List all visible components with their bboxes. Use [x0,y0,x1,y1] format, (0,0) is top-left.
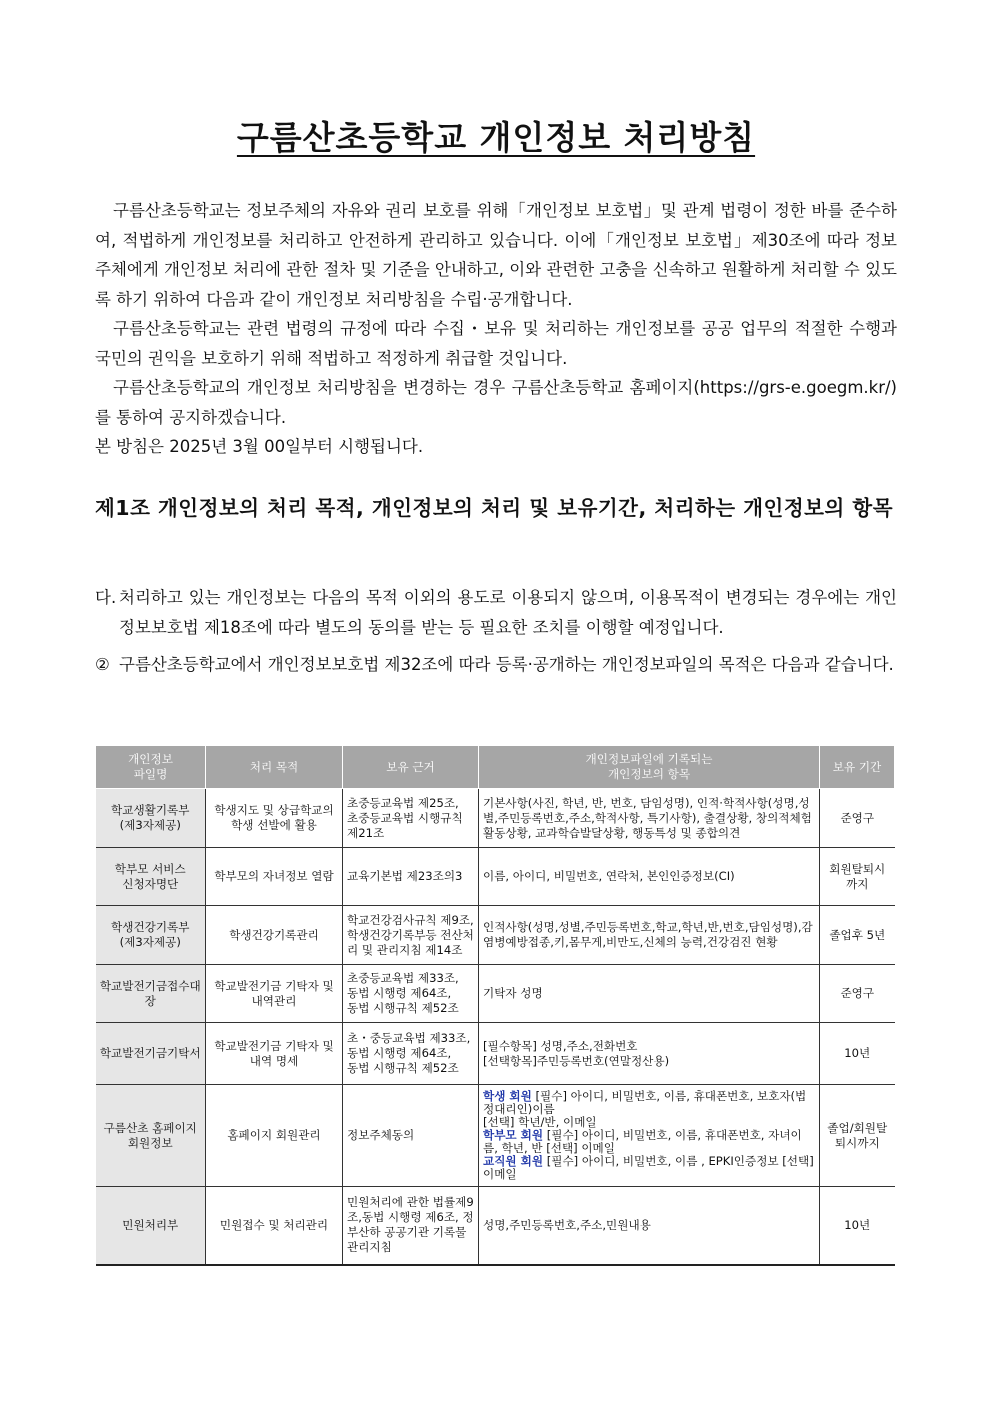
cell-text: 학생건강기록부등 전산처 [347,927,474,942]
cell-period: 준영구 [820,965,895,1023]
table-row [96,789,895,848]
cell-file-name: 민원처리부 [96,1187,206,1265]
cell-items [479,1085,820,1187]
header-items-line2: 개인정보의 항목 [607,767,691,781]
cell-text: 동법 시행령 제64조, [347,986,452,1000]
cell-text: 학교생활기록부 [111,803,190,817]
table-row [96,906,895,965]
cell-text: 내역 명세 [249,1053,299,1068]
cell-items: 성명,주민등록번호,주소,민원내용 [479,1187,820,1265]
cell-purpose [206,789,343,848]
cell-text: 회원탈퇴시 [829,861,886,876]
table-row [96,1023,895,1085]
staff-member-label: 교직원 회원 [483,1154,544,1168]
cell-purpose: 홈페이지 회원관리 [206,1085,343,1187]
cell-basis [343,1023,479,1085]
cell-text: (제3자제공) [119,935,181,949]
parent-member-text: [필수] 아이디, 비밀번호, 이름, 휴대폰번호, 자녀이름, 학년, 반 [선택] 이메일 [483,1128,802,1155]
table-row [96,1085,895,1187]
cell-purpose: 민원접수 및 처리관리 [206,1187,343,1265]
document-title: 구름산초등학교 개인정보 처리방침 [236,118,756,157]
cell-purpose: 학생건강기록관리 [206,906,343,965]
cell-file-name [96,848,206,906]
cell-text: 퇴시까지 [834,1135,880,1150]
header-file-name-line2: 파일명 [133,767,168,781]
cell-text: 초중등교육법 제33조, [347,971,459,985]
intro-paragraph-3: 구름산초등학교의 개인정보 처리방침을 변경하는 경우 구름산초등학교 홈페이지(https://grs-e.goegm.kr/)를 통하여 공지하겠습니다. [95,378,897,427]
header-period: 보유 기간 [820,746,895,789]
cell-purpose [206,965,343,1023]
cell-text: 제21조 [347,825,385,840]
cell-text: 학교발전기금 기탁자 및 [214,1038,334,1053]
header-file-name [96,746,206,789]
cell-basis [343,965,479,1023]
cell-file-name: 학교발전기금기탁서 [96,1023,206,1085]
cell-period [820,848,895,906]
cell-text: 리 및 관리지침 제14조 [347,942,463,957]
cell-text: 구름산초 홈페이지 [103,1120,197,1135]
table-row [96,848,895,906]
header-file-name-line1: 개인정보 [128,752,173,766]
personal-info-file-table [95,745,895,1266]
list-item-text: 처리하고 있는 개인정보는 다음의 목적 이외의 용도로 이용되지 않으며, 이용목적이 변경되는 경우에는 개인정보보호법 제18조에 따라 별도의 동의를 받는 등 필요한 조치를 이행할 예정입니다. [119,588,897,637]
cell-text: 동법 시행령 제64조, [347,1046,452,1060]
cell-period: 준영구 [820,789,895,848]
table-row [96,1187,895,1265]
cell-text: 학교발전기금 기탁자 및 [214,978,334,993]
staff-member-text: [필수] 아이디, 비밀번호, 이름 , EPKI인증정보 [선택] 이메일 [483,1154,814,1181]
cell-period: 10년 [820,1187,895,1265]
cell-items: 인적사항(성명,성별,주민등록번호,학교,학년,반,번호,담임성명),감염병예방접종,키,몸무게,비만도,신체의 능력,건강검진 현황 [479,906,820,965]
intro-section [95,196,897,462]
cell-file-name [96,789,206,848]
cell-period: 졸업후 5년 [820,906,895,965]
student-member-text: [필수] 아이디, 비밀번호, 이름, 휴대폰번호, 보호자(법정대리인)이름 [483,1089,807,1116]
cell-text: 동법 시행규칙 제52조 [347,1001,459,1015]
cell-file-name [96,1085,206,1187]
cell-basis: 민원처리에 관한 법률제9조,동법 시행령 제6조, 정부산하 공공기관 기록물관리지침 [343,1187,479,1265]
cell-text: 초중등교육법 시행규칙 [347,810,463,825]
cell-basis: 교육기본법 제23조의3 [343,848,479,906]
cell-period [820,1085,895,1187]
cell-period: 10년 [820,1023,895,1085]
cell-text: 회원정보 [127,1135,173,1150]
cell-purpose: 학부모의 자녀정보 열람 [206,848,343,906]
cell-text: 동법 시행규칙 제52조 [347,1061,459,1075]
list-marker: ② [95,655,110,674]
list-item [95,650,897,680]
table-header-row [96,746,895,789]
list-item-text: 구름산초등학교에서 개인정보보호법 제32조에 따라 등록·공개하는 개인정보파일의 목적은 다음과 같습니다. [119,655,894,674]
table-row [96,965,895,1023]
document-title-wrap [0,112,992,159]
cell-purpose [206,1023,343,1085]
cell-text: 학부모 서비스 [114,861,186,876]
header-purpose: 처리 목적 [206,746,343,789]
cell-file-name [96,965,206,1023]
cell-text: 장 [144,993,156,1008]
cell-text: 내역관리 [251,993,297,1008]
cell-text: [선택항목]주민등록번호(연말정산용) [483,1053,670,1068]
header-items [479,746,820,789]
header-basis: 보유 근거 [343,746,479,789]
intro-paragraph-1: 구름산초등학교는 정보주체의 자유와 권리 보호를 위해「개인정보 보호법」및 관계 법령이 정한 바를 준수하여, 적법하게 개인정보를 처리하고 안전하게 관리하고 있습니다. 이에「개인정보 보호법」제30조에 따라 정보주체에게 개인정보 처리에 관한 절차 및 기준을 안내하고, 이와 관련한 고충을 신속하고 원활하게 처리할 수 있도록 하기 위하여 다음과 같이 개인정보 처리방침을 수립·공개합니다. [95,201,897,309]
intro-paragraph-4: 본 방침은 2025년 3월 00일부터 시행됩니다. [95,437,424,456]
cell-text: 초・중등교육법 제33조, [347,1031,471,1045]
cell-basis [343,789,479,848]
list-marker: 다. [95,588,117,607]
cell-basis: 정보주체동의 [343,1085,479,1187]
cell-text: 학교발전기금접수대 [99,978,201,993]
student-member-label: 학생 회원 [483,1089,532,1103]
cell-file-name [96,906,206,965]
cell-text: 학생건강기록부 [111,920,190,934]
cell-text: 졸업/회원탈 [827,1120,888,1135]
cell-items: 이름, 아이디, 비밀번호, 연락처, 본인인증정보(CI) [479,848,820,906]
parent-member-label: 학부모 회원 [483,1128,544,1142]
cell-basis [343,906,479,965]
cell-text: 학생지도 및 상급학교의 [214,803,334,817]
cell-text: (제3자제공) [119,818,181,832]
cell-items [479,1023,820,1085]
cell-text: 초중등교육법 제25조, [347,795,459,810]
cell-text: 까지 [846,876,869,891]
cell-items: 기탁자 성명 [479,965,820,1023]
cell-text: 학생 선발에 활용 [231,818,317,832]
list-item [95,583,897,642]
article-1-items [95,583,897,688]
intro-paragraph-2: 구름산초등학교는 관련 법령의 규정에 따라 수집・보유 및 처리하는 개인정보를 공공 업무의 적절한 수행과 국민의 권익을 보호하기 위해 적법하고 적정하게 취급할 것입니다. [95,319,897,368]
header-items-line1: 개인정보파일에 기록되는 [585,752,713,766]
article-1-heading: 제1조 개인정보의 처리 목적, 개인정보의 처리 및 보유기간, 처리하는 개인정보의 항목 [95,496,894,520]
cell-items: 기본사항(사진, 학년, 반, 번호, 담임성명), 인적·학적사항(성명,성별,주민등록번호,주소,학적사항, 특기사항), 출결상황, 창의적체험활동상황, 교과학습발달상황, 행동특성 및 종합의견 [479,789,820,848]
cell-text: 신청자명단 [122,876,179,891]
cell-text: [필수항목] 성명,주소,전화번호 [483,1038,638,1053]
student-member-optional: [선택] 학년/반, 이메일 [483,1115,597,1129]
cell-text: 학교건강검사규칙 제9조, [347,912,474,927]
